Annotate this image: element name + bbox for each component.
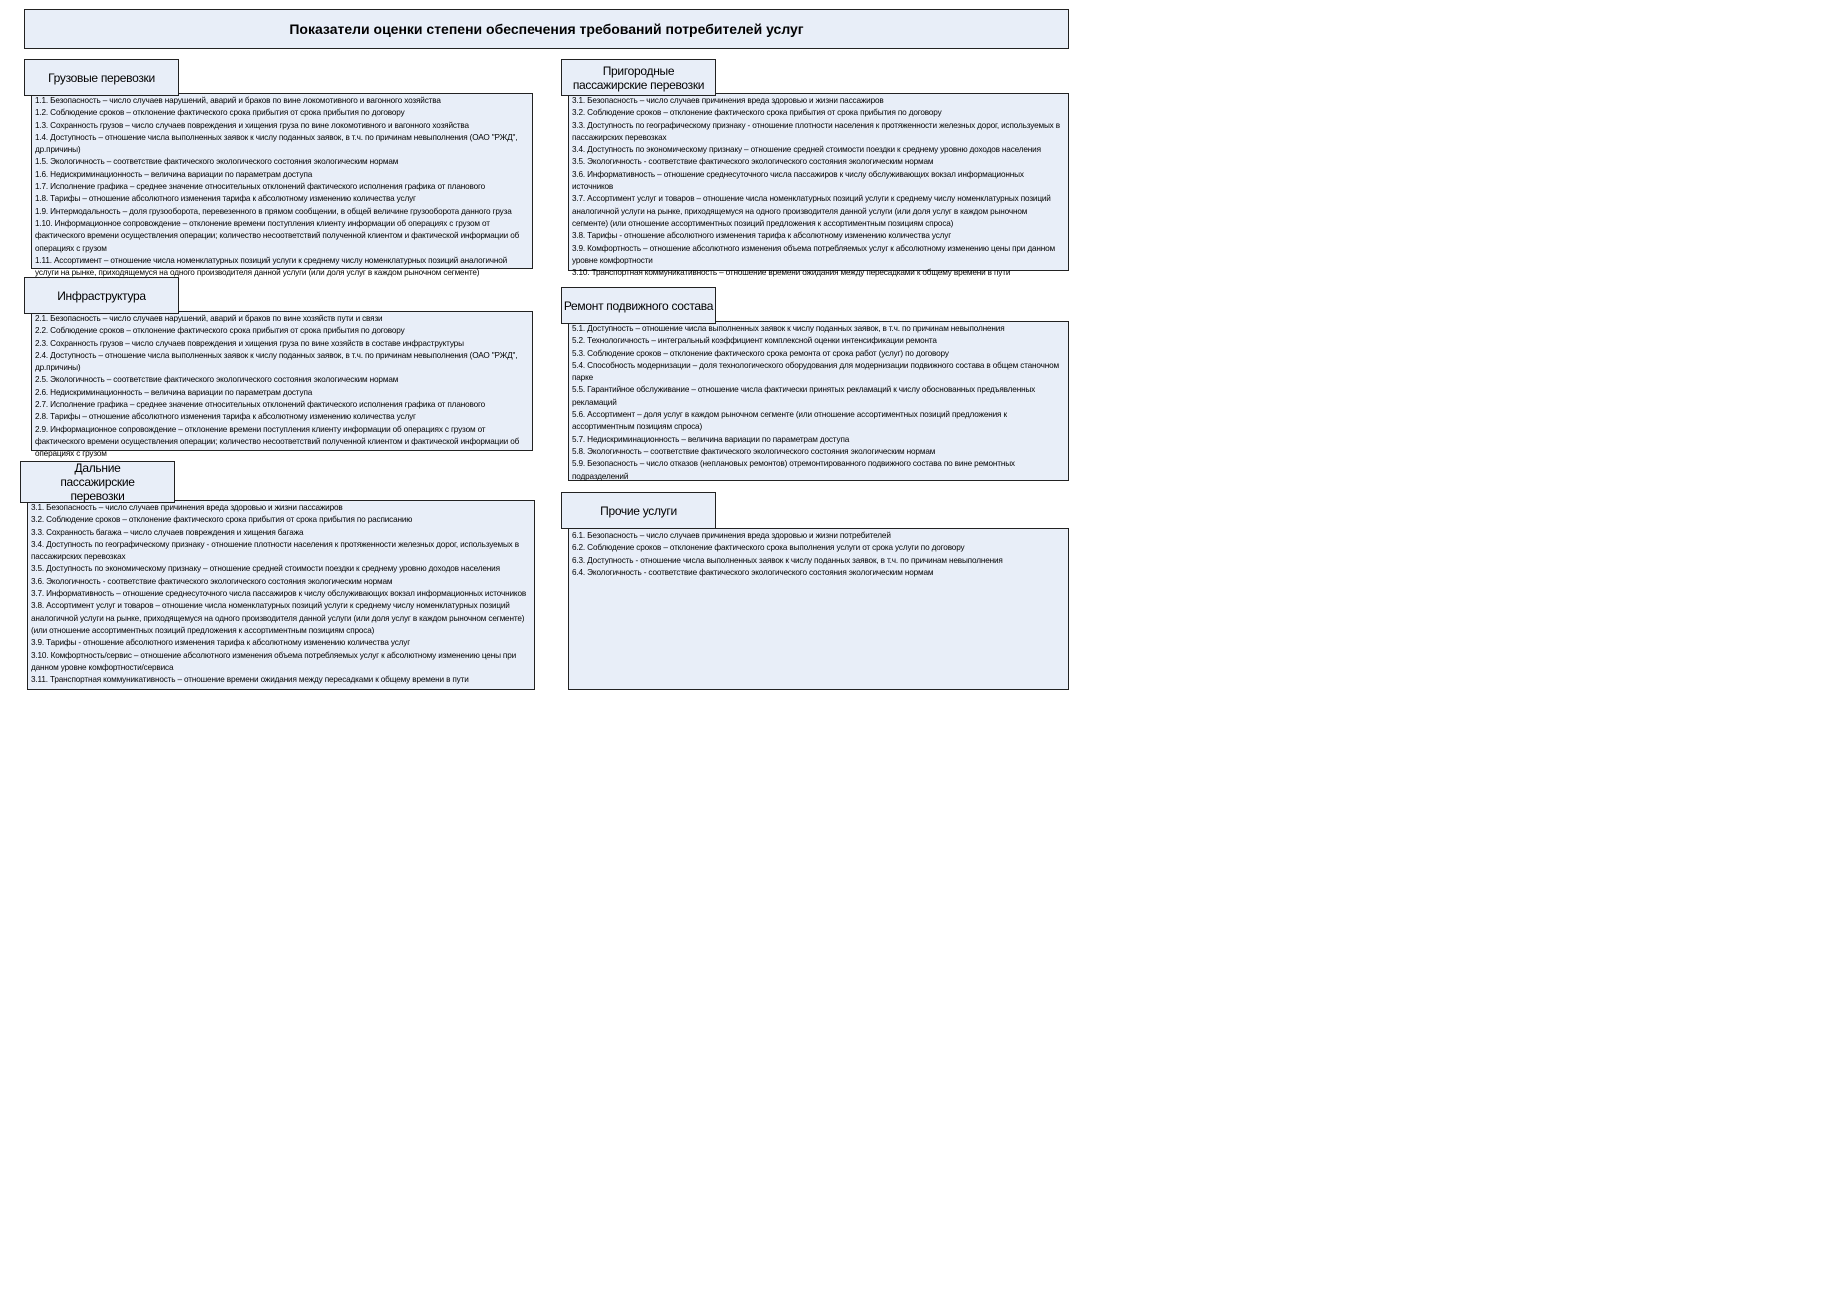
list-item: 2.4. Доступность – отношение числа выполненных заявок к числу поданных заявок, в т.ч. по причинам невыполнения (ОАО "РЖД", др.причины) (35, 350, 518, 373)
list-item: 3.2. Соблюдение сроков – отклонение фактического срока прибытия от срока прибытия по расписанию (31, 515, 413, 525)
list-item: 2.6. Недискриминационность – величина вариации по параметрам доступа (35, 387, 313, 397)
other-heading: Прочие услуги (561, 492, 716, 529)
list-item: 6.2. Соблюдение сроков – отклонение фактического срока выполнения услуги от срока услуги по договору (572, 543, 965, 553)
list-item: 5.3. Соблюдение сроков – отклонение фактического срока ремонта от срока работ (услуг) по договору (572, 348, 949, 358)
list-item: 2.7. Исполнение графика – среднее значение относительных отклонений фактического исполнения графика от планового (35, 400, 486, 410)
list-item: 6.4. Экологичность - соответствие фактического экологического состояния экологическим нормам (572, 567, 934, 577)
list-item: 3.9. Тарифы - отношение абсолютного изменения тарифа к абсолютному изменению количества услуг (31, 638, 411, 648)
list-item: 1.1. Безопасность – число случаев нарушений, аварий и браков по вине локомотивного и вагонного хозяйства (35, 96, 441, 105)
page-title: Показатели оценки степени обеспечения требований потребителей услуг (24, 9, 1069, 49)
rolling-stock-list (568, 321, 1069, 481)
infrastructure-list (31, 311, 533, 459)
list-item: 1.3. Сохранность грузов – число случаев повреждения и хищения груза по вине локомотивного и вагонного хозяйства (35, 120, 469, 130)
long-distance-heading: Дальние пассажирские перевозки (20, 461, 175, 503)
list-item: 3.6. Экологичность - соответствие фактического экологического состояния экологическим нормам (31, 576, 393, 586)
list-item: 3.8. Ассортимент услуг и товаров – отношение числа номенклатурных позиций услуги к среднему числу номенклатурных позиций аналогичной услуги на рынке, приходящемуся на одного производителя данной услуги (или доля услуг в каждом рыночном сегменте) (или отношение ассортиментных позиций предложения к ассортиментным позициям спроса) (31, 601, 525, 635)
list-item: 3.7. Ассортимент услуг и товаров – отношение числа номенклатурных позиций услуги к среднему числу номенклатурных позиций аналогичной услуги на рынке, приходящемуся на одного производителя данной услуги (или доля услуг в каждом рыночном сегменте) (или отношение ассортиментных позиций предложения к ассортиментным позициям спроса) (572, 194, 1051, 228)
list-item: 3.4. Доступность по географическому признаку - отношение плотности населения к протяженности железных дорог, используемых в пассажирских перевозках (31, 539, 519, 562)
infrastructure-heading: Инфраструктура (24, 277, 179, 314)
list-item: 5.7. Недискриминационность – величина вариации по параметрам доступа (572, 434, 850, 444)
list-item: 3.10. Транспортная коммуникативность – отношение времени ожидания между пересадками к общему времени в пути (572, 268, 1011, 278)
list-item: 1.5. Экологичность – соответствие фактического экологического состояния экологическим нормам (35, 157, 399, 167)
list-item: 1.7. Исполнение графика – среднее значение относительных отклонений фактического исполнения графика от планового (35, 182, 486, 192)
list-item: 3.1. Безопасность – число случаев причинения вреда здоровью и жизни пассажиров (31, 503, 343, 512)
list-item: 2.5. Экологичность – соответствие фактического экологического состояния экологическим нормам (35, 375, 399, 385)
list-item: 3.2. Соблюдение сроков – отклонение фактического срока прибытия от срока прибытия по договору (572, 108, 942, 118)
list-item: 5.9. Безопасность – число отказов (неплановых ремонтов) отремонтированного подвижного состава по вине ремонтных подразделений (572, 459, 1015, 481)
list-item: 3.8. Тарифы - отношение абсолютного изменения тарифа к абсолютному изменению количества услуг (572, 231, 952, 241)
suburban-list (568, 93, 1069, 278)
suburban-heading: Пригородные пассажирские перевозки (561, 59, 716, 96)
list-item: 5.1. Доступность – отношение числа выполненных заявок к числу поданных заявок, в т.ч. по причинам невыполнения (572, 324, 1005, 333)
list-item: 3.1. Безопасность – число случаев причинения вреда здоровью и жизни пассажиров (572, 96, 884, 105)
list-item: 3.9. Комфортность – отношение абсолютного изменения объема потребляемых услуг к абсолютному изменению цены при данном уровне комфортности (572, 243, 1055, 265)
list-item: 2.3. Сохранность грузов – число случаев повреждения и хищения груза по вине хозяйств в составе инфраструктуры (35, 338, 464, 348)
list-item: 5.5. Гарантийное обслуживание – отношение числа фактически принятых рекламаций к числу обоснованных предъявленных рекламаций (572, 385, 1036, 407)
list-item: 3.4. Доступность по экономическому признаку – отношение средней стоимости поездки к среднему уровню доходов населения (572, 145, 1041, 155)
list-item: 3.3. Доступность по географическому признаку - отношение плотности населения к протяженности железных дорог, используемых в пассажирских перевозках (572, 120, 1060, 142)
list-item: 1.11. Ассортимент – отношение числа номенклатурных позиций услуги к среднему числу номенклатурных позиций аналогичной услуги на рынке, приходящемуся на одного производителя данной услуги (или доля услуг в каждом рыночном сегменте) (35, 255, 508, 278)
list-item: 5.4. Способность модернизации – доля технологического оборудования для модернизации подвижного состава в общем станочном парке (572, 360, 1060, 383)
list-item: 1.6. Недискриминационность – величина вариации по параметрам доступа (35, 169, 313, 179)
freight-heading: Грузовые перевозки (24, 59, 179, 96)
list-item: 2.8. Тарифы – отношение абсолютного изменения тарифа к абсолютному изменению количества услуг (35, 412, 416, 422)
list-item: 2.1. Безопасность – число случаев нарушений, аварий и браков по вине хозяйств пути и связи (35, 314, 383, 323)
list-item: 3.3. Сохранность багажа – число случаев повреждения и хищения багажа (31, 527, 304, 537)
list-item: 3.7. Информативность – отношение среднесуточного числа пассажиров к числу обслуживающих вокзал информационных источников (31, 589, 527, 599)
long-distance-list (27, 500, 535, 690)
list-item: 3.5. Экологичность - соответствие фактического экологического состояния экологическим нормам (572, 157, 934, 167)
other-list (568, 528, 1069, 690)
list-item: 3.11. Транспортная коммуникативность – отношение времени ожидания между пересадками к общему времени в пути (31, 675, 469, 685)
freight-list (31, 93, 533, 278)
list-item: 2.2. Соблюдение сроков – отклонение фактического срока прибытия от срока прибытия по договору (35, 326, 405, 336)
list-item: 3.5. Доступность по экономическому признаку – отношение средней стоимости поездки к среднему уровню доходов населения (31, 564, 500, 574)
list-item: 1.10. Информационное сопровождение – отклонение времени поступления клиенту информации об операциях с грузом от фактического времени осуществления операции; количество несоответствий полученной клиентом и фактической информации об операциях с грузом (35, 218, 520, 253)
list-item: 1.4. Доступность – отношение числа выполненных заявок к числу поданных заявок, в т.ч. по причинам невыполнения (ОАО "РЖД", др.причины) (35, 132, 518, 155)
list-item: 5.8. Экологичность – соответствие фактического экологического состояния экологическим нормам (572, 446, 936, 456)
list-item: 6.1. Безопасность – число случаев причинения вреда здоровью и жизни потребителей (572, 531, 891, 540)
list-item: 3.10. Комфортность/сервис – отношение абсолютного изменения объема потребляемых услуг к абсолютному изменению цены при данном уровне комфортности/сервиса (31, 650, 517, 672)
list-item: 5.6. Ассортимент – доля услуг в каждом рыночном сегменте (или отношение ассортиментных позиций предложения к ассортиментным позициям спроса) (572, 410, 1007, 432)
list-item: 1.2. Соблюдение сроков – отклонение фактического срока прибытия от срока прибытия по договору (35, 108, 405, 118)
rolling-stock-heading: Ремонт подвижного состава (561, 287, 716, 324)
list-item: 5.2. Технологичность – интегральный коэффициент комплексной оценки интенсификации ремонта (572, 336, 937, 346)
list-item: 6.3. Доступность - отношение числа выполненных заявок к числу поданных заявок, в т.ч. по причинам невыполнения (572, 555, 1003, 565)
list-item: 2.9. Информационное сопровождение – отклонение времени поступления клиенту информации об операциях с грузом от фактического времени осуществления операции; количество несоответствий полученной клиентом и фактической информации об операциях с грузом (35, 424, 520, 459)
list-item: 1.8. Тарифы – отношение абсолютного изменения тарифа к абсолютному изменению количества услуг (35, 194, 416, 204)
list-item: 1.9. Интермодальность – доля грузооборота, перевезенного в прямом сообщении, в общей величине грузооборота данного груза (35, 206, 512, 216)
list-item: 3.6. Информативность – отношение среднесуточного числа пассажиров к числу обслуживающих вокзал информационных источников (572, 169, 1024, 192)
